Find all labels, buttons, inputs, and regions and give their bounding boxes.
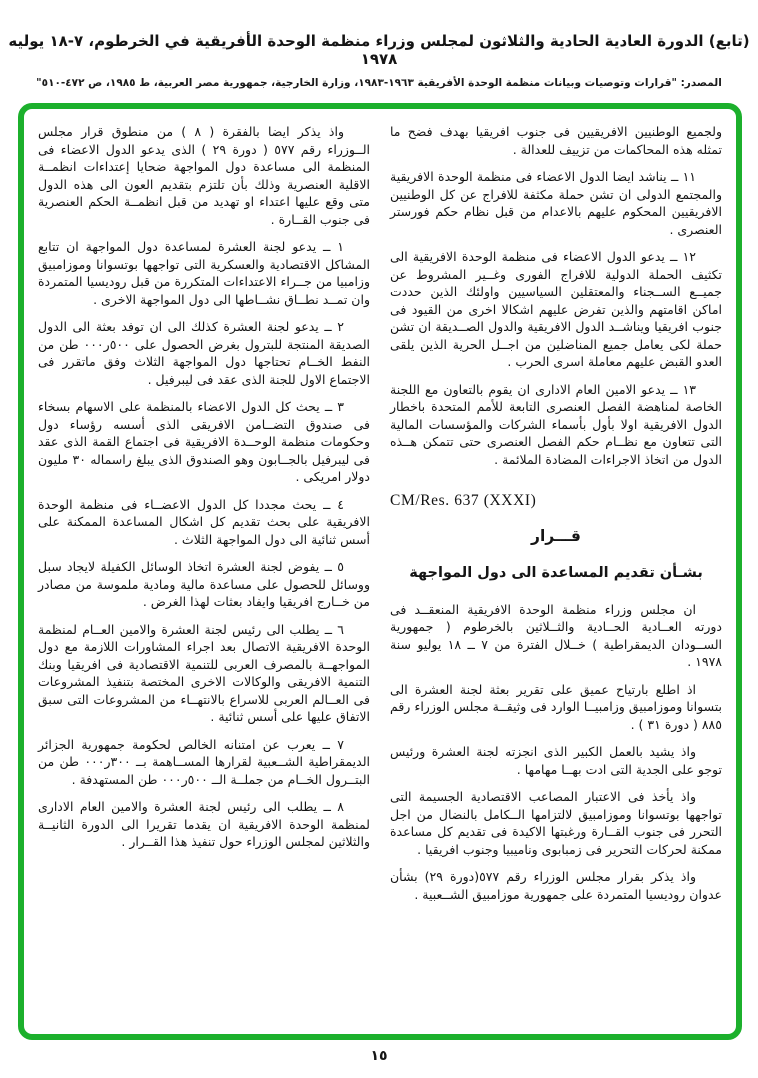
paragraph-item-12: ١٢ ــ يدعو الدول الاعضاء فى منظمة الوحدة الافريقية الى تكثيف الحملة الدولية للافراج الفورى وغــير المشروط عن جميــع الســجناء والمعتقلين السياسيين واولئك الذين حددت اماكن اقامتهم والذين تفرض عليهم اشكالا اخرى من القيود فى جنوب افريقيا ويناشــد الدول الافريقية والدول الصــديقة ان تشن حملة لكى يعامل جميع المناضلين من اجــل الحرية الذين يلقى العدو القبض عليهم معاملة اسرى الحرب . (390, 249, 722, 369)
paragraph-item-11: ١١ ــ يناشد ايضا الدول الاعضاء فى منظمة الوحدة الافريقية والمجتمع الدولى ان تشن حملة مكثفة للافراج عن كل الوطنيين الافريقيين المحكوم عليهم بالاعدام من قبل نظام حكم فورستر العنصرى . (390, 169, 722, 237)
paragraph-preamble-6: واذ يذكر ايضا بالفقرة ( ٨ ) من منطوق قرار مجلس الــوزراء رقم ٥٧٧ ( دورة ٢٩ ) الذى يدعو الدول الاعضاء فى المنظمة الى مساعدة دول المواجهة ضحايا إعتداءات انظمــة الاقلية العنصرية وذلك بأن تلتزم بتقديم العون الى هذه الدول متى وقع عليها اعتداء او تهديد من قبل انظمــة الحكم العنصرية فى جنوب القــارة . (38, 124, 370, 227)
session-title: (تابع) الدورة العادية الحادية والثلاثون لمجلس وزراء منظمة الوحدة الأفريقية في الخرطوم، ٧-١٨ يوليه ١٩٧٨ (8, 32, 750, 68)
page-header (0, 0, 758, 89)
page-number: ١٥ (370, 1048, 388, 1064)
paragraph-item-13: ١٣ ــ يدعو الامين العام الادارى ان يقوم بالتعاون مع اللجنة الخاصة لمناهضة الفصل العنصرى التابعة للأمم المتحدة باخطار الدول الافريقية اولا بأول بأسماء الشركات والمؤسسات المالية التى تتعاون مع نظــام حكم الفصل العنصرى حتى تتمكن هــذه الدول من اتخاذ الاجراءات المضادة الملائمة . (390, 381, 722, 467)
two-column-layout (38, 123, 722, 1024)
paragraph-preamble-1: ان مجلس وزراء منظمة الوحدة الافريقية المنعقــد فى دورته العــادية الحــادية والثــلاثين بالخرطوم ( جمهورية الســودان الديمقراطية ) خــلال الفترة من ٧ ــ ١٨ يوليو سنة ١٩٧٨ . (390, 601, 722, 669)
paragraph-item-4: ٤ ــ يحث مجددا كل الدول الاعضــاء فى منظمة الوحدة الافريقية على بحث تقديم كل اشكال المساعدة الممكنة على أسس ثنائية الى دول المواجهة الثلاث . (38, 496, 370, 547)
paragraph-continuation: ولجميع الوطنيين الافريقيين فى جنوب افريقيا بهدف فضح ما تمثله هذه المحاكمات من تزييف للعدالة . (390, 124, 722, 157)
paragraph-item-7: ٧ ــ يعرب عن امتنانه الخالص لحكومة جمهورية الجزائر الديمقراطية الشــعبية لقرارها المســاهمة بــ ٣٠٠ر٠٠٠ طن من البتــرول الخــام من جملــة الــ ٥٠٠ر٠٠٠ طن المستهدفة . (38, 736, 370, 787)
document-frame (18, 103, 742, 1040)
paragraph-preamble-5: واذ يذكر بقرار مجلس الوزراء رقم ٥٧٧(دورة ٢٩) بشأن عدوان روديسيا المتمردة على جمهورية موزامبيق الشــعبية . (390, 869, 722, 902)
source-citation: المصدر: "قرارات وتوصيات وبيانات منظمة الوحدة الأفريقية ١٩٦٣-١٩٨٣، وزارة الخارجية، جمهورية مصر العربية، ط ١٩٨٥، ص ٤٧٢-٥١٠" (36, 77, 722, 89)
paragraph-preamble-3: واذ يشيد بالعمل الكبير الذى انجزته لجنة العشرة ورئيس توجو على الجدية التى ادت بهــا مهامها . (390, 744, 722, 777)
left-column (38, 123, 370, 1024)
resolution-reference: CM/Res. 637 (XXXI) (390, 492, 537, 509)
paragraph-item-3: ٣ ــ يحث كل الدول الاعضاء بالمنظمة على الاسهام بسخاء فى صندوق التضــامن الافريقى الذى أسسه رؤساء دول وحكومات منظمة الوحــدة الافريقية فى اجتماع القمة الذى عقد فى ليبرفيل بالجــابون وهو الصندوق الذى يبلغ راسماله ٣٠ مليون دولار امريكى . (38, 399, 370, 484)
right-column (390, 123, 722, 1024)
paragraph-preamble-4: واذ يأخذ فى الاعتبار المصاعب الاقتصادية الجسيمة التى تواجهها بوتسوانا وموزامبيق لالتزامها الــكامل بالنضال من اجل التحرر فى جنوب القــارة ورغبتها الاكيدة فى تقديم كل مساعدة ممكنة لحركات التحرير فى زمبابوى وناميبيا وجنوب افريقيا . (390, 789, 722, 857)
paragraph-item-2: ٢ ــ يدعو لجنة العشرة كذلك الى ان توفد بعثة الى الدول الصديقة المنتجة للبترول بغرض الحصول على ٥٠٠ر٠٠٠ طن من النفط الخــام تحتاجها دول المواجهة الثلاث وفق ماتقرر فى الاجتماع الاول للجنة الذى عقد فى ليبرفيل . (38, 319, 371, 387)
resolution-heading: قـــرار (531, 526, 581, 545)
paragraph-item-8: ٨ ــ يطلب الى رئيس لجنة العشرة والامين العام الادارى لمنظمة الوحدة الافريقية ان يقدما تقريرا الى الدورة الثانيــة والثلاثين لمجلس الوزراء حول تنفيذ هذا القــرار . (38, 799, 370, 849)
paragraph-preamble-2: اذ اطلع بارتياح عميق على تقرير بعثة لجنة العشرة الى بتسوانا وموزامبيق وزامبيــا الوارد فى وثيقــة مجلس الوزراء رقم ٨٨٥ ( دورة ٣١ ) . (390, 681, 722, 732)
paragraph-item-1: ١ ــ يدعو لجنة العشرة لمساعدة دول المواجهة ان تتابع المشاكل الاقتصادية والعسكرية التى تواجهها بوتسوانا وموزامبيق وزامبيا من جــراء الاعتداءات المتكررة من قبل روديسيا المتمردة وان تمــد نطــاق نشــاطها الى دول المواجهة الاخرى . (38, 239, 370, 307)
paragraph-item-6: ٦ ــ يطلب الى رئيس لجنة العشرة والامين العــام لمنظمة الوحدة الافريقية الاتصال بعد اجراء المشاورات اللازمة مع دول المواجهــة بالمصرف العربى للتنمية الاقتصادية فى افريقيا وبنك التنمية الافريقى والوكالات الاخرى المختصة بتنفيذ المشروعات فى العــالم العربى للاسراع بالانتهــاء من المشروعات التى سبق الاتفاق عليها على أسس ثنائية . (38, 621, 370, 724)
paragraph-item-5: ٥ ــ يفوض لجنة العشرة اتخاذ الوسائل الكفيلة لايجاد سبل ووسائل للحصول على مساعدة مالية ومادية ملموسة من مصادر من خــارج افريقيا وايفاد بعثات لهذا الغرض . (38, 559, 370, 609)
resolution-subject-heading: بشـأن تقديم المساعدة الى دول المواجهة (409, 565, 703, 581)
